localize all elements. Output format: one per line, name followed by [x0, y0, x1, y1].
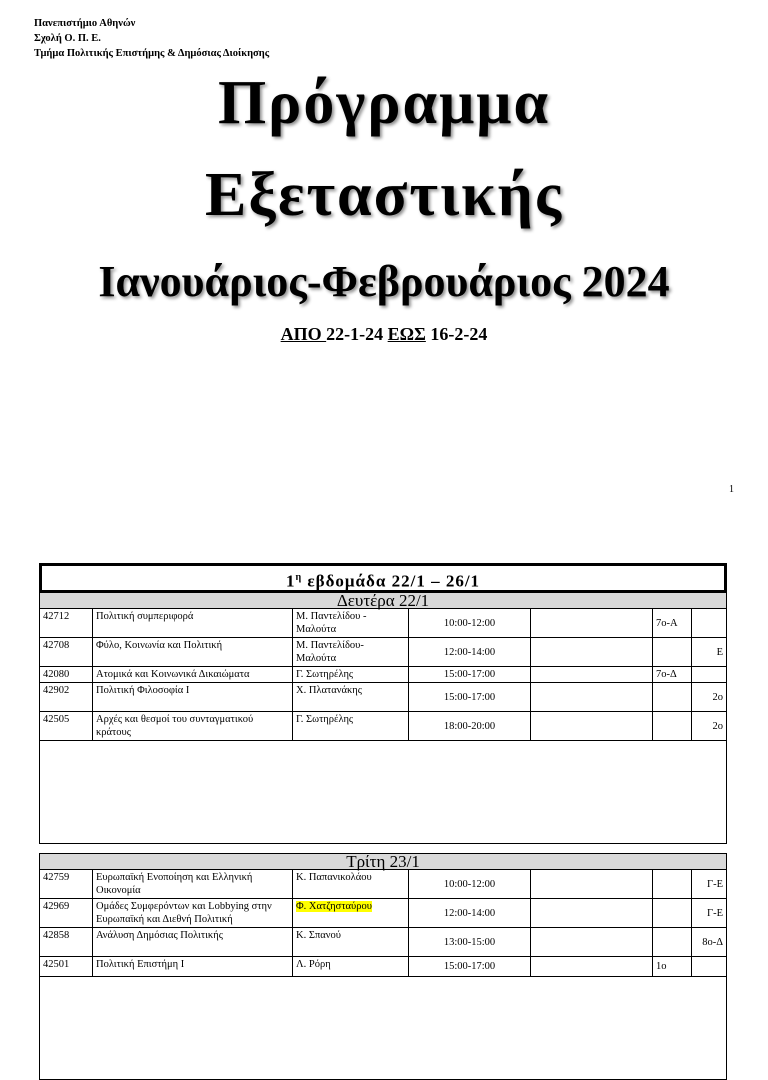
- empty-cell: [531, 667, 653, 683]
- highlighted-instructor: Φ. Χατζησταύρου: [296, 901, 372, 912]
- instructor: Μ. Παντελίδου - Μαλούτα: [293, 609, 409, 638]
- empty-cell: [531, 928, 653, 957]
- department-name: Τμήμα Πολιτικής Επιστήμης & Δημόσιας Διοίκησης: [34, 48, 270, 59]
- hall-cell: 1ο: [653, 957, 692, 977]
- empty-cell: [531, 870, 653, 899]
- course-title: Πολιτική Επιστήμη Ι: [93, 957, 293, 977]
- hall-cell: Γ-Ε: [692, 870, 727, 899]
- course-title: Ανάλυση Δημόσιας Πολιτικής: [93, 928, 293, 957]
- day-heading: Τρίτη 23/1: [40, 854, 727, 870]
- exam-time: 18:00-20:00: [409, 712, 531, 741]
- table-row: [40, 667, 727, 683]
- tuesday-schedule-table: [39, 853, 727, 1080]
- hall-cell: [653, 870, 692, 899]
- blank-cell: [40, 741, 727, 844]
- hall-cell: Γ-Ε: [692, 899, 727, 928]
- hall-cell: [692, 609, 727, 638]
- school-name: Σχολή Ο. Π. Ε.: [34, 33, 101, 44]
- course-title: Αρχές και θεσμοί του συνταγματικού κράτους: [93, 712, 293, 741]
- week-ordinal: η: [295, 572, 303, 583]
- instructor: Κ. Σπανού: [293, 928, 409, 957]
- course-code: 42501: [40, 957, 93, 977]
- empty-cell: [531, 683, 653, 712]
- instructor: Κ. Παπανικολάου: [293, 870, 409, 899]
- blank-cell: [40, 977, 727, 1080]
- from-label: ΑΠΟ: [280, 324, 327, 344]
- table-row: [40, 609, 727, 638]
- hall-cell: [653, 712, 692, 741]
- hall-cell: [692, 957, 727, 977]
- title-line-3: Ιανουάριος-Φεβρουάριος 2024: [98, 257, 670, 306]
- instructor: [293, 899, 409, 928]
- course-code: 42759: [40, 870, 93, 899]
- instructor: Γ. Σωτηρέλης: [293, 667, 409, 683]
- course-code: 42505: [40, 712, 93, 741]
- hall-cell: [653, 928, 692, 957]
- hall-cell: Ε: [692, 638, 727, 667]
- hall-cell: 2ο: [692, 683, 727, 712]
- course-title: Ομάδες Συμφερόντων και Lobbying στην Ευρωπαϊκή και Διεθνή Πολιτική: [93, 899, 293, 928]
- title-line-1: Πρόγραμμα: [217, 69, 551, 137]
- instructor: Γ. Σωτηρέλης: [293, 712, 409, 741]
- course-title: Πολιτική συμπεριφορά: [93, 609, 293, 638]
- empty-cell: [531, 899, 653, 928]
- hall-cell: 7ο-Δ: [653, 667, 692, 683]
- course-code: 42080: [40, 667, 93, 683]
- course-code: 42708: [40, 638, 93, 667]
- table-row: [40, 870, 727, 899]
- from-date: 22-1-24: [326, 324, 388, 344]
- hall-cell: 8ο-Δ: [692, 928, 727, 957]
- page-number: 1: [729, 484, 734, 495]
- instructor: Χ. Πλατανάκης: [293, 683, 409, 712]
- empty-cell: [531, 609, 653, 638]
- exam-time: 15:00-17:00: [409, 683, 531, 712]
- table-row: [40, 957, 727, 977]
- exam-time: 10:00-12:00: [409, 870, 531, 899]
- hall-cell: 7ο-Α: [653, 609, 692, 638]
- hall-cell: [653, 683, 692, 712]
- hall-cell: [692, 667, 727, 683]
- course-title: Φύλο, Κοινωνία και Πολιτική: [93, 638, 293, 667]
- course-title: Πολιτική Φιλοσοφία Ι: [93, 683, 293, 712]
- day-heading-row: [40, 593, 727, 609]
- title-line-2: Εξεταστικής: [205, 161, 563, 229]
- hall-cell: [653, 899, 692, 928]
- week-number: 1: [285, 571, 296, 591]
- course-code: 42712: [40, 609, 93, 638]
- exam-time: 12:00-14:00: [409, 899, 531, 928]
- table-row: [40, 899, 727, 928]
- course-code: 42902: [40, 683, 93, 712]
- exam-time: 12:00-14:00: [409, 638, 531, 667]
- university-header: [34, 16, 269, 61]
- course-title: Ατομικά και Κοινωνικά Δικαιώματα: [93, 667, 293, 683]
- university-name: Πανεπιστήμιο Αθηνών: [34, 18, 136, 29]
- exam-time: 15:00-17:00: [409, 667, 531, 683]
- day-heading: Δευτέρα 22/1: [40, 593, 727, 609]
- to-label: ΕΩΣ: [387, 324, 426, 344]
- blank-row: [40, 977, 727, 1080]
- empty-cell: [531, 957, 653, 977]
- table-row: [40, 683, 727, 712]
- table-row: [40, 638, 727, 667]
- empty-cell: [531, 712, 653, 741]
- blank-row: [40, 741, 727, 844]
- day-heading-row: [40, 854, 727, 870]
- hall-cell: 2ο: [692, 712, 727, 741]
- date-range: [0, 324, 768, 345]
- table-row: [40, 928, 727, 957]
- exam-time: 10:00-12:00: [409, 609, 531, 638]
- exam-time: 15:00-17:00: [409, 957, 531, 977]
- monday-schedule-table: [39, 592, 727, 844]
- hall-cell: [653, 638, 692, 667]
- empty-cell: [531, 638, 653, 667]
- week-dates: εβδομάδα 22/1 – 26/1: [302, 571, 481, 591]
- instructor: Μ. Παντελίδου- Μαλούτα: [293, 638, 409, 667]
- to-date: 16-2-24: [425, 324, 488, 344]
- week-heading: [39, 563, 727, 593]
- course-code: 42858: [40, 928, 93, 957]
- exam-time: 13:00-15:00: [409, 928, 531, 957]
- instructor: Λ. Ρόρη: [293, 957, 409, 977]
- course-code: 42969: [40, 899, 93, 928]
- table-row: [40, 712, 727, 741]
- course-title: Ευρωπαϊκή Ενοποίηση και Ελληνική Οικονομία: [93, 870, 293, 899]
